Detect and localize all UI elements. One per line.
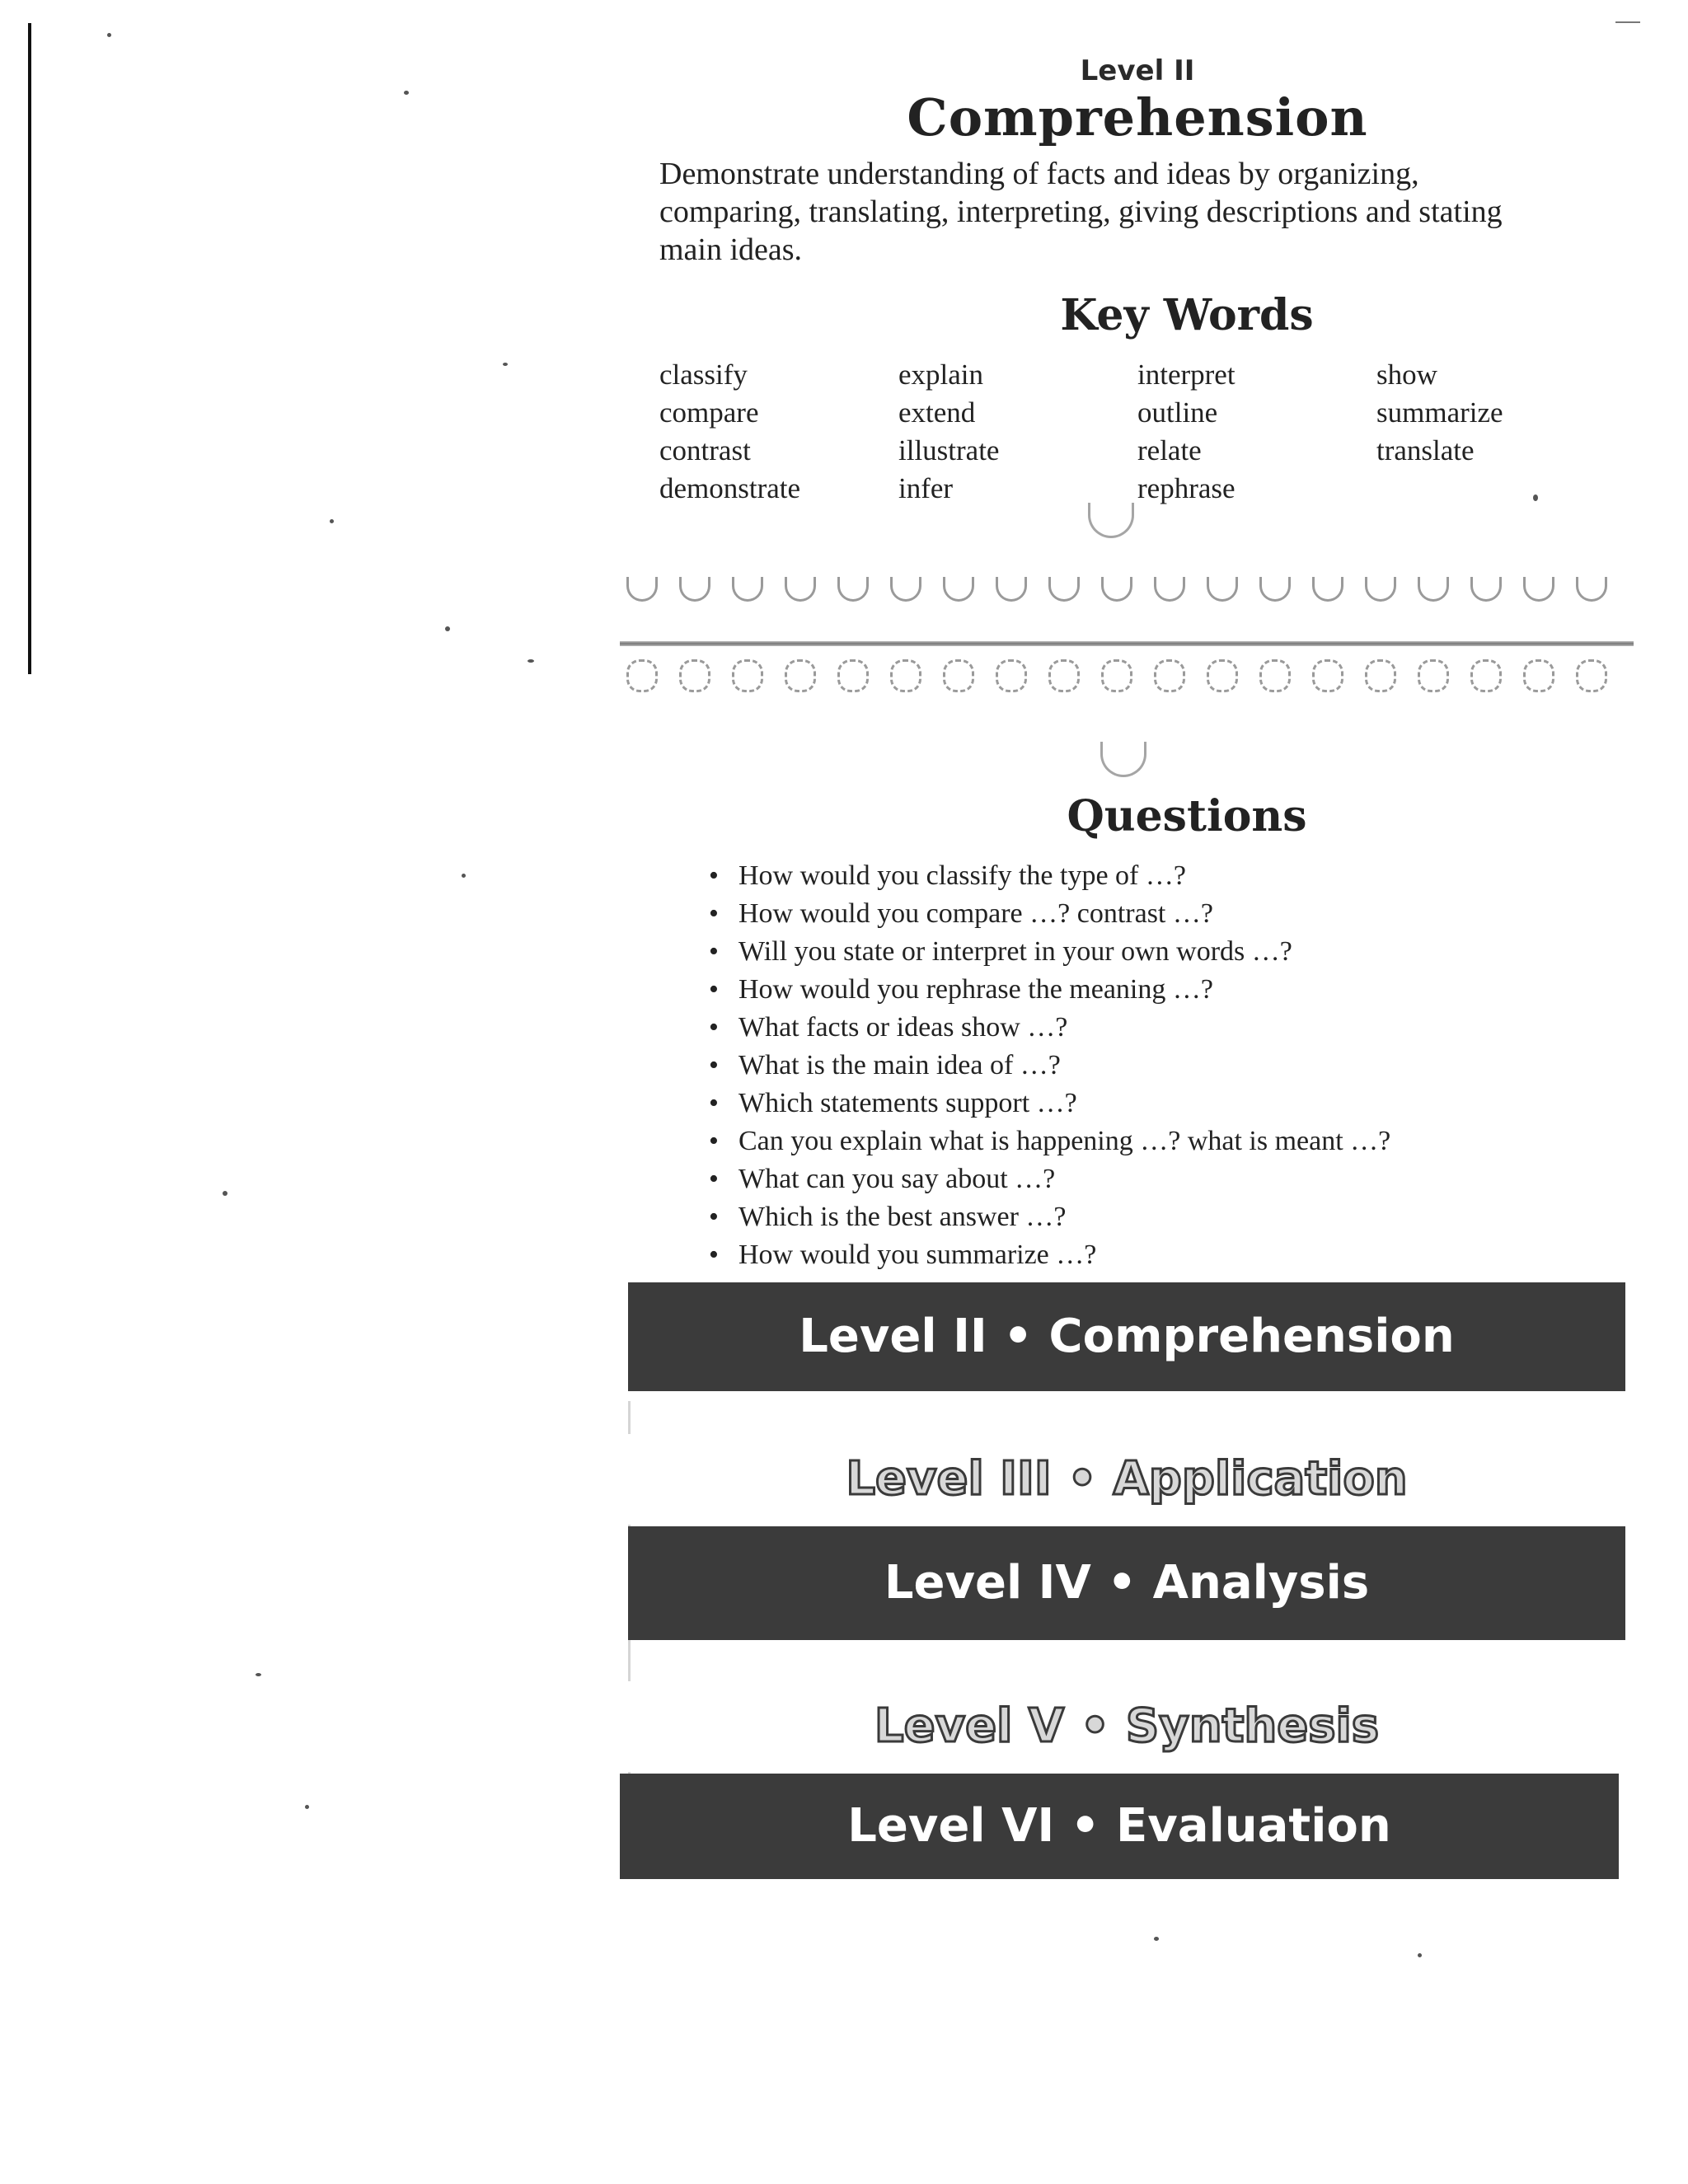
binding-imprint [1088, 503, 1134, 538]
binding-ring [1259, 577, 1291, 602]
binding-ring [890, 577, 921, 602]
corner-mark [1615, 21, 1640, 23]
binding-ring [1207, 659, 1238, 692]
spiral-binding-bottom [626, 659, 1607, 701]
binding-ring [996, 659, 1027, 692]
binding-imprint [1100, 742, 1146, 777]
binding-ring [1154, 577, 1185, 602]
binding-ring [785, 577, 816, 602]
level-band-analysis: Level IV • Analysis [628, 1526, 1625, 1640]
key-word: demonstrate [659, 472, 801, 504]
questions-list [709, 857, 1615, 1274]
page-title: Comprehension [907, 87, 1368, 148]
binding-ring [1470, 659, 1502, 692]
binding-ring [679, 577, 710, 602]
binding-ring [1048, 577, 1080, 602]
question-item: • What facts or ideas show …? [709, 1009, 1615, 1047]
question-item: • How would you classify the type of …? [709, 857, 1615, 895]
scan-speck [404, 91, 409, 95]
key-words-heading: Key Words [1060, 290, 1314, 340]
binding-ring [732, 659, 763, 692]
key-word: summarize [1376, 396, 1503, 429]
key-word: show [1376, 359, 1437, 391]
key-word: infer [898, 472, 954, 504]
key-word: relate [1137, 434, 1202, 466]
scan-speck [223, 1191, 227, 1196]
key-word: explain [898, 359, 984, 391]
binding-line [620, 641, 1634, 646]
binding-ring [1523, 577, 1554, 602]
level-band-application: Level III • Application [628, 1434, 1625, 1525]
key-word: translate [1376, 434, 1475, 466]
question-item: • How would you summarize …? [709, 1236, 1615, 1274]
key-word: compare [659, 396, 759, 429]
question-item: • Will you state or interpret in your own words …? [709, 933, 1615, 971]
binding-ring [1312, 577, 1343, 602]
binding-ring [732, 577, 763, 602]
key-word: illustrate [898, 434, 1000, 466]
binding-ring [943, 659, 974, 692]
binding-ring [626, 659, 658, 692]
question-item: • How would you rephrase the meaning …? [709, 971, 1615, 1009]
level-band-synthesis: Level V • Synthesis [628, 1681, 1625, 1772]
binding-ring [1207, 577, 1238, 602]
binding-ring [943, 577, 974, 602]
key-words-column [898, 356, 1137, 508]
binding-ring [1101, 659, 1132, 692]
binding-ring [1365, 659, 1396, 692]
left-margin-rule [28, 23, 31, 674]
scan-speck [445, 626, 450, 631]
scan-speck [330, 519, 334, 523]
key-word: contrast [659, 434, 751, 466]
scan-speck [1418, 1953, 1422, 1957]
binding-ring [1418, 659, 1449, 692]
questions-heading: Questions [1067, 791, 1307, 841]
question-item: • What is the main idea of …? [709, 1047, 1615, 1085]
binding-ring [1418, 577, 1449, 602]
question-item: • How would you compare …? contrast …? [709, 895, 1615, 933]
binding-ring [837, 577, 869, 602]
question-item: • What can you say about …? [709, 1160, 1615, 1198]
key-word: extend [898, 396, 976, 429]
binding-ring [626, 577, 658, 602]
binding-ring [1154, 659, 1185, 692]
key-word: classify [659, 359, 748, 391]
spiral-binding-top [626, 577, 1607, 618]
level-label: Level II [1080, 54, 1195, 87]
binding-ring [1101, 577, 1132, 602]
level-band-evaluation: Level VI • Evaluation [620, 1774, 1619, 1879]
binding-ring [679, 659, 710, 692]
scan-speck [256, 1673, 261, 1676]
question-item: • Can you explain what is happening …? what is meant …? [709, 1122, 1615, 1160]
scan-speck [503, 363, 508, 366]
binding-ring [1048, 659, 1080, 692]
binding-ring [1365, 577, 1396, 602]
scan-speck [528, 659, 534, 663]
level-description: Demonstrate understanding of facts and ideas by organizing, comparing, translating, interpreting, giving descriptions and stating main ideas. [659, 157, 1503, 267]
binding-ring [1576, 659, 1607, 692]
binding-ring [1470, 577, 1502, 602]
question-item: • Which is the best answer …? [709, 1198, 1615, 1236]
binding-ring [1259, 659, 1291, 692]
key-words-grid [659, 356, 1582, 508]
key-word: outline [1137, 396, 1218, 429]
binding-ring [996, 577, 1027, 602]
key-word: interpret [1137, 359, 1236, 391]
binding-ring [785, 659, 816, 692]
binding-ring [1523, 659, 1554, 692]
scan-speck [305, 1805, 309, 1809]
scan-speck [462, 874, 466, 878]
scan-speck [1154, 1937, 1159, 1941]
binding-ring [1312, 659, 1343, 692]
key-words-column [659, 356, 898, 508]
level-band-comprehension: Level II • Comprehension [628, 1282, 1625, 1391]
binding-ring [1576, 577, 1607, 602]
key-words-column [1137, 356, 1376, 508]
key-word: rephrase [1137, 472, 1236, 504]
question-item: • Which statements support …? [709, 1085, 1615, 1122]
key-words-column [1376, 356, 1582, 508]
scan-speck [107, 33, 111, 37]
binding-ring [890, 659, 921, 692]
binding-ring [837, 659, 869, 692]
